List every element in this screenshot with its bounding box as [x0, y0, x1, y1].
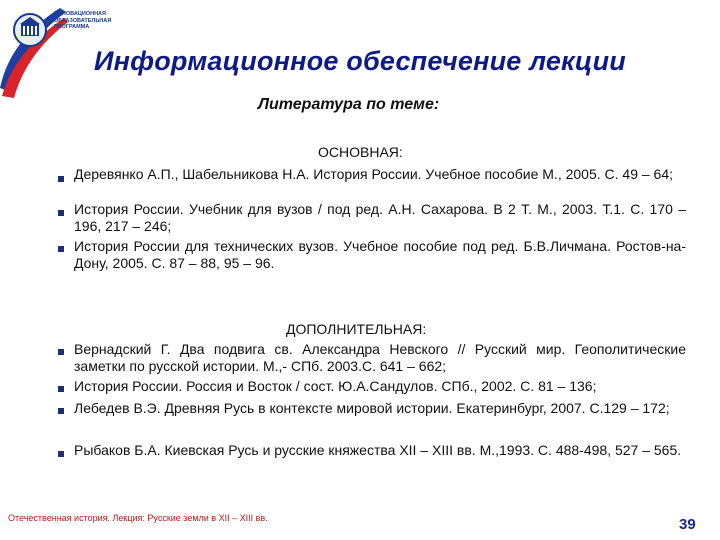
list-item: Вернадский Г. Два подвига св. Александра Невского // Русский мир. Геополитические заметки по русской истории. М.,- СПб. 2003.С. 641 – 662; — [74, 341, 686, 374]
list-item: Рыбаков Б.А. Киевская Русь и русские княжества XII – XIII вв. М.,1993. С. 488-498, 527 – 565. — [74, 442, 682, 458]
bullet-icon — [58, 176, 64, 182]
bullet-icon — [58, 386, 64, 392]
page-title: Информационное обеспечение лекции — [94, 46, 626, 76]
bullet-icon — [58, 210, 64, 216]
page-number: 39 — [679, 516, 696, 533]
bullet-icon — [58, 349, 64, 355]
list-item: История России. Россия и Восток / сост. Ю.А.Сандулов. СПб., 2002. С. 81 – 136; — [74, 378, 597, 394]
list-item: История России. Учебник для вузов / под ред. А.Н. Сахарова. В 2 Т. М., 2003. Т.1. С. 170 – 196, 217 – 246; — [74, 201, 686, 234]
bullet-icon — [58, 408, 64, 414]
footer-caption: Отечественная история. Лекция: Русские земли в XII – XIII вв. — [8, 513, 268, 523]
bullet-icon — [58, 246, 64, 252]
list-item: Деревянко А.П., Шабельникова Н.А. История России. Учебное пособие М., 2005. С. 49 – 64; — [74, 166, 674, 182]
subtitle: Литература по теме: — [258, 96, 440, 113]
list-item: Лебедев В.Э. Древняя Русь в контексте мировой истории. Екатеринбург, 2007. С.129 – 172; — [74, 400, 670, 416]
logo-text: ИННОВАЦИОННАЯ ОБРАЗОВАТЕЛЬНАЯ ПРОГРАММА — [54, 11, 112, 30]
bullet-icon — [58, 451, 64, 457]
main-literature-heading: ОСНОВНАЯ: — [318, 144, 403, 160]
list-item: История России для технических вузов. Учебное пособие под ред. Б.В.Личмана. Ростов-на-Дону, 2005. С. 87 – 88, 95 – 96. — [74, 238, 686, 271]
additional-literature-heading: ДОПОЛНИТЕЛЬНАЯ: — [286, 321, 427, 337]
